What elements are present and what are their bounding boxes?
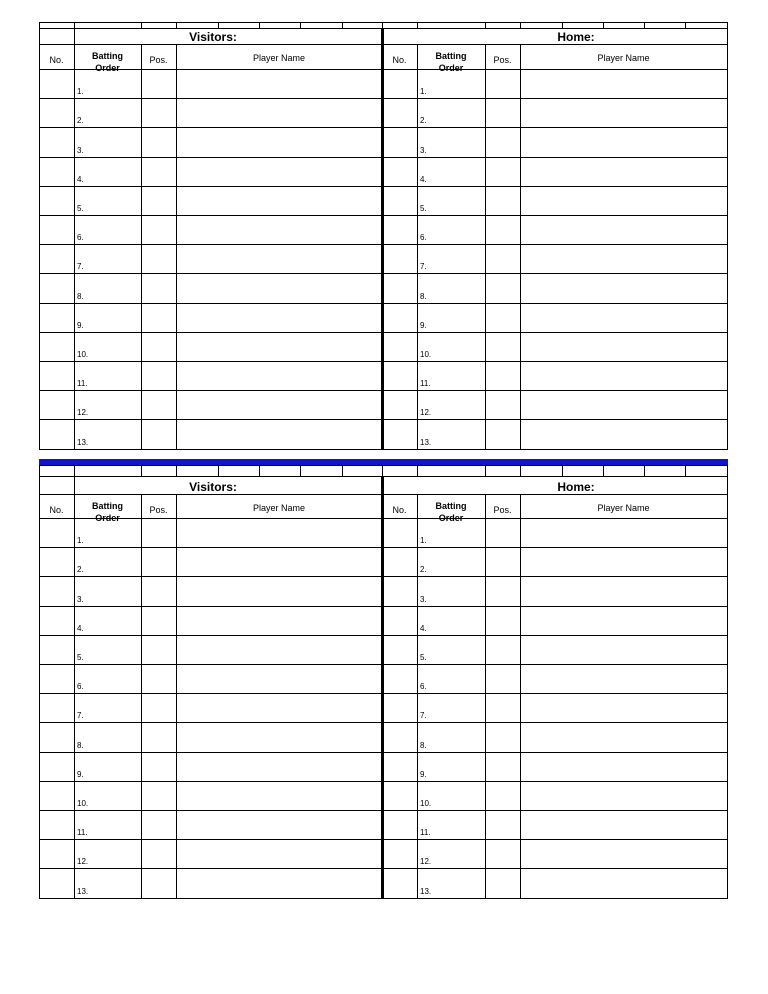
strip-tick [300,465,301,476]
batting-order-number: 4. [77,175,84,184]
column-line [520,494,521,898]
batting-order-number: 12. [77,408,89,417]
strip-tick [218,22,219,28]
column-line [74,494,75,898]
strip-tick [603,22,604,28]
batting-order-number: 12. [420,408,432,417]
center-divider [381,476,384,898]
row-line [39,547,728,548]
header-no: No. [392,505,407,515]
batting-order-number: 13. [77,887,89,896]
header-player-name: Player Name [252,503,306,513]
batting-order-number: 11. [420,379,431,388]
row-line [39,693,728,694]
batting-order-number: 1. [420,87,427,96]
row-line [39,215,728,216]
strip-tick [218,465,219,476]
frame-right [727,465,728,898]
row-line [39,303,728,304]
batting-order-number: 13. [77,438,89,447]
column-line [74,28,75,44]
strip-tick [141,22,142,28]
frame-top [39,465,728,466]
header-no: No. [49,55,64,65]
row-line [39,810,728,811]
strip-tick [259,465,260,476]
header-pos: Pos. [493,505,512,515]
header-player-name: Player Name [597,53,650,63]
row-line [39,664,728,665]
batting-order-number: 5. [420,204,427,213]
batting-order-number: 13. [420,887,432,896]
column-line [176,494,177,898]
batting-order-number: 6. [77,682,84,691]
batting-order-number: 10. [77,799,89,808]
batting-order-number: 6. [420,233,427,242]
row-line [39,273,728,274]
batting-order-number: 8. [420,292,427,301]
column-line [74,476,75,494]
row-line [39,390,728,391]
batting-order-number: 3. [420,146,427,155]
strip-tick [685,465,686,476]
header-batting-order: Batting [435,51,467,61]
column-line [141,44,142,449]
row-line [39,868,728,869]
header-batting-order: Order [438,513,464,523]
batting-order-number: 2. [420,565,427,574]
strip-tick [603,465,604,476]
header-batting-order: Batting [92,501,123,511]
column-line [74,44,75,449]
strip-tick [485,22,486,28]
strip-tick [562,22,563,28]
batting-order-number: 10. [77,350,89,359]
strip-tick [520,22,521,28]
batting-order-number: 7. [77,262,84,271]
row-line [39,606,728,607]
column-line [485,494,486,898]
strip-tick [727,465,728,476]
column-line [141,494,142,898]
header-batting-order: Batting [435,501,467,511]
batting-order-number: 3. [77,595,84,604]
batting-order-number: 12. [420,857,432,866]
strip-tick [382,465,383,476]
home-title: Home: [557,30,595,44]
batting-order-number: 4. [420,175,427,184]
header-pos: Pos. [149,505,168,515]
visitors-title: Visitors: [189,480,237,494]
strip-tick [176,22,177,28]
row-line [39,419,728,420]
strip-tick [644,465,645,476]
column-line [485,44,486,449]
batting-order-number: 11. [420,828,431,837]
frame-right [727,22,728,449]
batting-order-number: 5. [420,653,427,662]
row-line [39,157,728,158]
batting-order-number: 9. [77,770,84,779]
batting-order-number: 1. [77,87,84,96]
row-line [39,361,728,362]
row-line [39,186,728,187]
strip-tick [300,22,301,28]
strip-tick [685,22,686,28]
header-player-name: Player Name [252,53,306,63]
column-line [417,494,418,898]
header-batting-order: Order [438,63,464,73]
batting-order-number: 3. [77,146,84,155]
batting-order-number: 7. [420,262,427,271]
row-line [39,127,728,128]
header-batting-order: Order [95,63,120,73]
header-no: No. [392,55,407,65]
column-line [520,44,521,449]
strip-tick [141,465,142,476]
batting-order-number: 2. [77,565,84,574]
batting-order-number: 8. [420,741,427,750]
batting-order-number: 5. [77,204,84,213]
strip-tick [417,22,418,28]
batting-order-number: 11. [77,379,88,388]
strip-tick [485,465,486,476]
row-line [39,244,728,245]
batting-order-number: 11. [77,828,88,837]
visitors-title: Visitors: [189,30,237,44]
batting-order-number: 1. [77,536,84,545]
strip-tick [342,22,343,28]
row-line [39,332,728,333]
frame-bottom [39,898,728,899]
batting-order-number: 9. [77,321,84,330]
batting-order-number: 6. [420,682,427,691]
batting-order-number: 9. [420,770,427,779]
strip-tick [259,22,260,28]
batting-order-number: 7. [420,711,427,720]
batting-order-number: 6. [77,233,84,242]
strip-tick [727,22,728,28]
batting-order-number: 2. [77,116,84,125]
header-no: No. [49,505,64,515]
batting-order-number: 12. [77,857,89,866]
batting-order-number: 13. [420,438,432,447]
strip-tick [342,465,343,476]
header-batting-order: Batting [92,51,123,61]
home-title: Home: [557,480,595,494]
column-line [176,44,177,449]
center-divider [381,28,384,449]
strip-tick [644,22,645,28]
strip-tick [417,465,418,476]
strip-tick [74,465,75,476]
batting-order-number: 4. [77,624,84,633]
batting-order-number: 3. [420,595,427,604]
batting-order-number: 9. [420,321,427,330]
frame-left [39,465,40,898]
frame-top [39,22,728,23]
frame-bottom [39,449,728,450]
column-line [417,44,418,449]
batting-order-number: 8. [77,741,84,750]
strip-tick [562,465,563,476]
batting-order-number: 1. [420,536,427,545]
header-pos: Pos. [149,55,168,65]
section-divider-bar [39,459,728,465]
batting-order-number: 4. [420,624,427,633]
batting-order-number: 5. [77,653,84,662]
row-line [39,839,728,840]
header-batting-order: Order [95,513,120,523]
row-line [39,781,728,782]
row-line [39,576,728,577]
row-line [39,752,728,753]
batting-order-number: 7. [77,711,84,720]
batting-order-number: 2. [420,116,427,125]
batting-order-number: 10. [420,350,432,359]
header-player-name: Player Name [597,503,650,513]
row-line [39,98,728,99]
strip-tick [176,465,177,476]
row-line [39,722,728,723]
row-line [39,635,728,636]
header-pos: Pos. [493,55,512,65]
strip-tick [520,465,521,476]
frame-left [39,22,40,449]
batting-order-number: 10. [420,799,432,808]
batting-order-number: 8. [77,292,84,301]
